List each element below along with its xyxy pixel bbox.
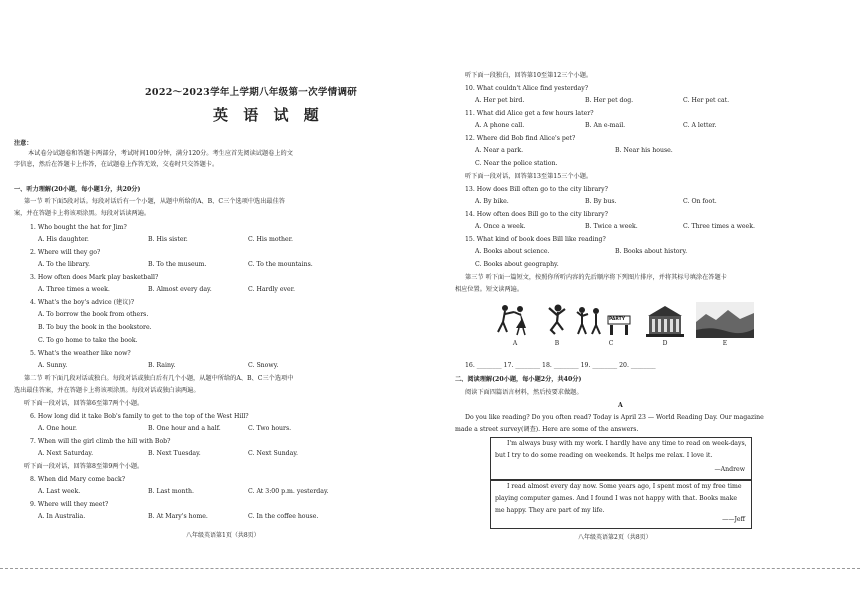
picture-b-label: B <box>554 340 560 347</box>
page-footer-1: 八年级英语第1页（共8页） <box>186 532 260 539</box>
question-11: 11. What did Alice get a few hours later? <box>465 110 594 117</box>
notes-line-1: 本试卷分试题卷和答题卡两部分，考试时间100分钟，满分120分。考生应首先阅读试题卷上的文 <box>28 150 293 157</box>
q3-option-b[interactable]: B. Almost every day. <box>148 286 212 293</box>
q12-option-a[interactable]: A. Near a park. <box>475 147 524 154</box>
survey-answer-andrew <box>490 437 752 480</box>
q7-option-c[interactable]: C. Next Sunday. <box>248 450 298 457</box>
q12-option-b[interactable]: B. Near his house. <box>615 147 673 154</box>
picture-e-landscape <box>696 302 754 338</box>
question-7: 7. When will the girl climb the hill with Bob? <box>30 438 171 445</box>
part-1-instructions-1: 第一节 听下面5段对话。每段对话后有一个小题，从题中所给的A、B、C三个选项中选出最佳答 <box>24 198 285 205</box>
q13-option-c[interactable]: C. On foot. <box>683 198 717 205</box>
part-2-instructions-1: 第二节 听下面几段对话或独白。每段对话或独白后有几个小题，从题中所给的A、B、C三个选项中 <box>24 375 294 382</box>
answer-blanks-16-20[interactable]: 16. ________ 17. ________ 18. ________ 19. ________ 20. ________ <box>465 362 656 369</box>
q2-option-a[interactable]: A. To the library. <box>38 261 91 268</box>
q3-option-c[interactable]: C. Hardly ever. <box>248 286 295 293</box>
q14-option-b[interactable]: B. Twice a week. <box>585 223 638 230</box>
question-12: 12. Where did Bob find Alice's pet? <box>465 135 576 142</box>
q2-option-c[interactable]: C. To the mountains. <box>248 261 313 268</box>
q9-option-c[interactable]: C. In the coffee house. <box>248 513 319 520</box>
q7-option-a[interactable]: A. Next Saturday. <box>38 450 94 457</box>
question-3: 3. How often does Mark play basketball? <box>30 274 159 281</box>
q15-option-c[interactable]: C. Books about geography. <box>475 261 559 268</box>
passage-a-label: A <box>618 402 623 409</box>
notes-line-2: 字信息，然后在答题卡上作答，在试题卷上作答无效，交卷时只交答题卡。 <box>14 161 219 168</box>
question-2: 2. Where will they go? <box>30 249 101 256</box>
andrew-text: I'm always busy with my work. I hardly have any time to read on week-days, but I try to do some reading on weekends. It helps me relax. I love it. <box>495 440 747 459</box>
instruction-q6-q7: 听下面一段对话，回答第6至第7两个小题。 <box>24 400 144 407</box>
q1-option-a[interactable]: A. His daughter. <box>38 236 89 243</box>
q6-option-c[interactable]: C. Two hours. <box>248 425 292 432</box>
q9-option-b[interactable]: B. At Mary's home. <box>148 513 208 520</box>
passage-intro-1: Do you like reading? Do you often read? Today is April 23 — World Reading Day. Our magazine <box>465 414 764 421</box>
andrew-signature: —Andrew <box>714 466 745 473</box>
picture-c-label: C <box>608 340 614 347</box>
q4-option-b[interactable]: B. To buy the book in the bookstore. <box>38 324 152 331</box>
q1-option-b[interactable]: B. His sister. <box>148 236 188 243</box>
q5-option-b[interactable]: B. Rainy. <box>148 362 176 369</box>
section-1-heading: 一、听力理解(20小题，每小题1分，共20分) <box>14 186 141 193</box>
q13-option-a[interactable]: A. By bike. <box>475 198 509 205</box>
picture-row <box>490 302 780 348</box>
question-15: 15. What kind of book does Bill like reading? <box>465 236 606 243</box>
q5-option-a[interactable]: A. Sunny. <box>38 362 68 369</box>
page-footer-2: 八年级英语第2页（共8页） <box>578 534 652 541</box>
picture-c-party <box>574 302 636 338</box>
picture-e-label: E <box>722 340 728 347</box>
question-13: 13. How does Bill often go to the city library? <box>465 186 608 193</box>
q1-option-c[interactable]: C. His mother. <box>248 236 293 243</box>
q8-option-a[interactable]: A. Last week. <box>38 488 81 495</box>
q7-option-b[interactable]: B. Next Tuesday. <box>148 450 201 457</box>
question-14: 14. How often does Bill go to the city library? <box>465 211 608 218</box>
part-3-instructions-1: 第三节 听下面一篇短文，按照你所听内容的先后顺序将下列图片排序，并将其标号填涂在答题卡 <box>465 274 727 281</box>
q12-option-c[interactable]: C. Near the police station. <box>475 160 558 167</box>
scan-edge-line <box>0 568 860 570</box>
picture-a-label: A <box>512 340 518 347</box>
q4-option-a[interactable]: A. To borrow the book from others. <box>38 311 149 318</box>
jeff-text: I read almost every day now. Some years ago, I spent most of my free time playing computer games. And I found I was not happy with that. Books make me happy. They are part of my life. <box>495 483 742 514</box>
part-2-instructions-2: 选出最佳答案，并在答题卡上将该项涂黑。每段对话或独白读两遍。 <box>14 387 200 394</box>
question-8: 8. When did Mary come back? <box>30 476 126 483</box>
q15-option-b[interactable]: B. Books about history. <box>615 248 688 255</box>
picture-d-label: D <box>662 340 668 347</box>
q5-option-c[interactable]: C. Snowy. <box>248 362 279 369</box>
question-9: 9. Where will they meet? <box>30 501 109 508</box>
question-4: 4. What's the boy's advice (建议)? <box>30 299 135 306</box>
q15-option-a[interactable]: A. Books about science. <box>475 248 550 255</box>
q6-option-b[interactable]: B. One hour and a half. <box>148 425 221 432</box>
q13-option-b[interactable]: B. By bus. <box>585 198 617 205</box>
passage-intro-2: made a street survey(调查). Here are some of the answers. <box>455 426 639 433</box>
instruction-q8-q9: 听下面一段对话，回答第8至第9两个小题。 <box>24 463 144 470</box>
question-6: 6. How long did it take Bob's family to get to the top of the West Hill? <box>30 413 249 420</box>
q8-option-c[interactable]: C. At 3:00 p.m. yesterday. <box>248 488 329 495</box>
part-1-instructions-2: 案，并在答题卡上将该项涂黑。每段对话读两遍。 <box>14 210 151 217</box>
q6-option-a[interactable]: A. One hour. <box>38 425 78 432</box>
instruction-q13-q15: 听下面一段对话，回答第13至第15三个小题。 <box>465 173 593 180</box>
q14-option-a[interactable]: A. Once a week. <box>475 223 526 230</box>
q11-option-b[interactable]: B. An e-mail. <box>585 122 626 129</box>
question-5: 5. What's the weather like now? <box>30 350 131 357</box>
exam-subject: 英 语 试 题 <box>213 106 324 124</box>
q10-option-a[interactable]: A. Her pet bird. <box>475 97 525 104</box>
q9-option-a[interactable]: A. In Australia. <box>38 513 86 520</box>
notes-label: 注意： <box>14 140 33 147</box>
q3-option-a[interactable]: A. Three times a week. <box>38 286 110 293</box>
picture-d-building <box>640 302 690 338</box>
reading-instructions: 阅读下面四篇语言材料，然后按要求做题。 <box>465 389 583 396</box>
instruction-q10-q12: 听下面一段独白，回答第10至第12三个小题。 <box>465 72 593 79</box>
party-sign-text: PARTY <box>609 317 625 322</box>
q11-option-a[interactable]: A. A phone call. <box>475 122 525 129</box>
q8-option-b[interactable]: B. Last month. <box>148 488 194 495</box>
section-2-heading: 二、阅读理解(20小题，每小题2分，共40分) <box>455 376 582 383</box>
survey-answer-jeff <box>490 480 752 529</box>
question-1: 1. Who bought the hat for Jim? <box>30 224 127 231</box>
q11-option-c[interactable]: C. A letter. <box>683 122 717 129</box>
q14-option-c[interactable]: C. Three times a week. <box>683 223 755 230</box>
q10-option-b[interactable]: B. Her pet dog. <box>585 97 634 104</box>
question-10: 10. What couldn't Alice find yesterday? <box>465 85 589 92</box>
q4-option-c[interactable]: C. To go home to take the book. <box>38 337 138 344</box>
exam-title: 2022～2023学年上学期八年级第一次学情调研 <box>145 87 358 98</box>
part-3-instructions-2: 相应位置。短文读两遍。 <box>455 286 524 293</box>
q10-option-c[interactable]: C. Her pet cat. <box>683 97 730 104</box>
jeff-signature: ——Jeff <box>722 516 745 523</box>
q2-option-b[interactable]: B. To the museum. <box>148 261 207 268</box>
